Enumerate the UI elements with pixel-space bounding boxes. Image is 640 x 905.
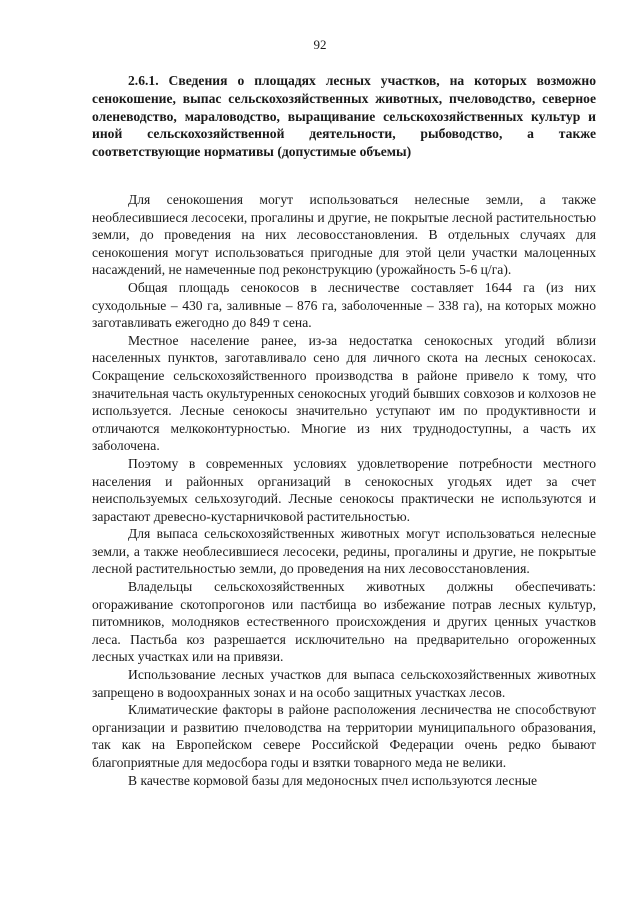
page-number: 92 [313,37,327,52]
paragraph-hayfield-area: Общая площадь сенокосов в лесничестве составляет 1644 га (из них суходольные – 430 га, заливные – 876 га, заболоченные – 338 га), на которых можно заготавливать ежегодно до 849 т сена. [92,279,596,331]
paragraph-local-population: Местное население ранее, из-за недостатка сенокосных угодий вблизи населенных пунктов, заготавливало сено для личного скота на лесных сенокосах. Сокращение сельскохозяйственного производства в районе привело к тому, что значительная часть окультуренных сенокосных угодий бывших совхозов и колхозов не используется. Лесные сенокосы значительно уступают им по продуктивности и отличаются мелкоконтурностью. Многие из них труднодоступны, а часть их заболочена. [92,332,596,454]
paragraph-grazing-lands: Для выпаса сельскохозяйственных животных могут использоваться нелесные земли, а также необлесившиеся лесосеки, редины, прогалины и другие, не покрытые лесной растительностью земли, до проведения на них лесовосстановления. [92,526,596,577]
paragraph-haymaking-lands: Для сенокошения могут использоваться нелесные земли, а также необлесившиеся лесосеки, прогалины и другие, не покрытые лесной растительностью земли, до проведения на них лесовосстановления. В отдельных случаях для сенокошения могут использоваться пригодные для этой цели участки малоценных насаждений, не намеченные под реконструкцию (урожайность 5-6 ц/га). [92,192,596,278]
section-heading: 2.6.1. Сведения о площадях лесных участков, на которых возможно сенокошение, выпас сельскохозяйственных животных, пчеловодство, северное оленеводство, мараловодство, выращивание сельскохозяйственных культур и иной сельскохозяйственной деятельности, рыбоводство, а также соответствующие нормативы (допустимые объемы) [92,73,596,160]
paragraph-beekeeping-climate: Климатические факторы в районе расположения лесничества не способствуют организации и развитию пчеловодства на территории муниципального образования, так как на Европейском севере Российской Федерации очень редко бывают благоприятные для медосбора годы и взятки товарного меда не велики. [92,702,596,770]
document-body [92,191,596,789]
paragraph-modern-conditions: Поэтому в современных условиях удовлетворение потребности местного населения и районных организаций в сенокосных угодьях идет за счет неиспользуемых сельхозугодий. Лесные сенокосы практически не используются и зарастают древесно-кустарничковой растительностью. [92,455,596,524]
paragraph-livestock-owners: Владельцы сельскохозяйственных животных должны обеспечивать: огораживание скотопрогонов или пастбища во избежание потрав лесных культур, питомников, молодняков естественного происхождения и других ценных участков леса. Пастьба коз разрешается исключительно на предварительно огороженных лесных участках или на привязи. [92,579,596,665]
paragraph-grazing-prohibition: Использование лесных участков для выпаса сельскохозяйственных животных запрещено в водоохранных зонах и на особо защитных участках лесов. [92,667,596,700]
paragraph-forage-base: В качестве кормовой базы для медоносных пчел используются лесные [128,772,538,788]
